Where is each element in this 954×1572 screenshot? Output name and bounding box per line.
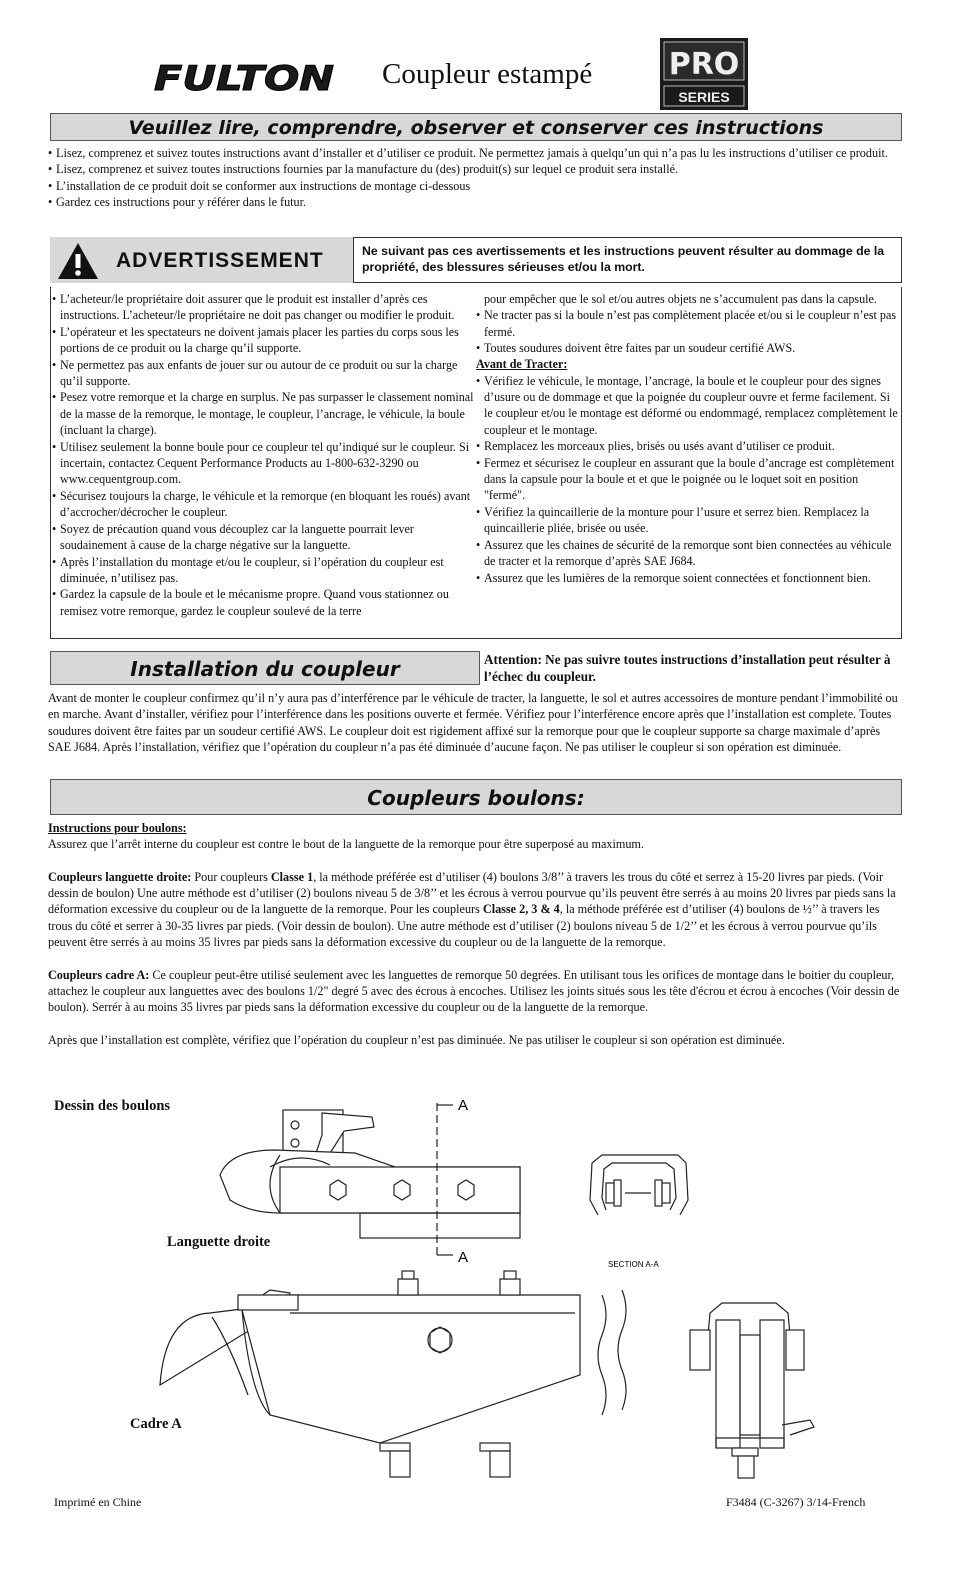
- list-item: • Lisez, comprenez et suivez toutes instructions avant d’installer et d’utiliser ce produit. Ne permettez jamais à quelqu’un qui n’a pas lu les instructions d’utiliser ce produit.: [48, 145, 893, 161]
- straight-text-2: , la méthode préférée est d’utiliser (4) boulons 3/8’’ à travers les trous du côté et serrez à 15-20 livres par pieds. (Voir dessin de boulon) Une autre méthode est d’utiliser (2) boulons niveau 5 de 3/8’’ et les écrous à verrou pourvue qu’ils peuvent être serrés à au moins 20 livres par pieds sans la déformation excessive du coupleur ou de la languette de la remorque. Pour les coupleurs: [48, 869, 896, 917]
- warning-list-right-a: [476, 307, 898, 356]
- drawing-title: Dessin des boulons: [54, 1098, 171, 1114]
- list-item: • Gardez la capsule de la boule et le mécanisme propre. Quand vous stationnez ou remisez votre remorque, gardez le coupleur soulevé de la terre: [52, 586, 478, 619]
- list-item: • Remplacez les morceaux plies, brisés ou usés avant d’utiliser ce produit.: [476, 438, 898, 454]
- intro-list: [48, 145, 893, 211]
- straight-tongue-drawing-label: Languette droite: [167, 1234, 271, 1250]
- section-marker-bottom: A: [458, 1249, 469, 1266]
- footer-code: F3484 (C-3267) 3/14-French: [726, 1495, 866, 1509]
- list-item: • Soyez de précaution quand vous découplez car la languette pourrait lever soudainement à cause de la charge négative sur la languette.: [52, 521, 478, 554]
- attention-note: Attention: Ne pas suivre toutes instructions d’installation peut résulter à l’échec du coupleur.: [484, 652, 891, 684]
- list-item: • Ne permettez pas aux enfants de jouer sur ou autour de ce produit ou sur la charge qu’il supporte.: [52, 357, 478, 390]
- footer-printed: Imprimé en Chine: [54, 1495, 142, 1509]
- list-item: • Assurez que les lumières de la remorque soient connectées et fonctionnent bien.: [476, 570, 898, 586]
- badge-bottom-text: SERIES: [678, 89, 730, 105]
- read-instructions-banner: Veuillez lire, comprendre, observer et conserver ces instructions: [50, 113, 902, 141]
- warning-list-left: [52, 291, 478, 619]
- list-item: • Gardez ces instructions pour y référer dans le futur.: [48, 194, 893, 210]
- straight-tongue-paragraph: [48, 869, 900, 950]
- list-item: • Fermez et sécurisez le coupleur en assurant que la boule d’ancrage est complètement dans la capsule pour la boule et et que le poignée ou le loquet soit en position "fermé".: [476, 455, 898, 504]
- section-marker-top: A: [458, 1097, 469, 1114]
- a-frame-text: Ce coupleur peut-être utilisé seulement avec les languettes de remorque 50 degrées. En utilisant tous les orifices de montage dans le boitier du coupleur, attachez le coupleur aux languettes avec des boulons 1/2" degré 5 avec des écrous à encoches. Utilisez les joints situés sous les tête d'écrou et écrou à encoches (Voir dessin de boulon). Serrér à au moins 35 livres par pieds sans la déformation excessive du coupleur ou de la languette de la remorque.: [48, 967, 900, 1015]
- warning-message: Ne suivant pas ces avertissements et les instructions peuvent résulter au dommage de la propriété, des blessures sérieuses et/ou la mort.: [362, 244, 885, 274]
- a-frame-label: Coupleurs cadre A:: [48, 967, 150, 982]
- straight-tongue-coupler-drawing: [220, 1097, 520, 1266]
- list-item: • Pesez votre remorque et la charge en surplus. Ne pas surpasser le classement nominal de la masse de la remorque, le montage, le coupleur, l’ancrage, le véhicule, la boule (incluant la charge).: [52, 389, 478, 438]
- a-frame-coupler-drawing: [160, 1271, 626, 1477]
- class234-label: Classe 2, 3 & 4: [482, 902, 560, 917]
- bolt-couplers-banner: Coupleurs boulons:: [50, 779, 902, 815]
- list-item: • L’opérateur et les spectateurs ne doivent jamais placer les parties du corps sous les portions de ce produit ou la charge qu’il supporte.: [52, 324, 478, 357]
- class1-label: Classe 1: [270, 869, 314, 884]
- list-item: • Lisez, comprenez et suivez toutes instructions fournies par la manufacture du (des) produit(s) sur lequel ce produit sera installé.: [48, 161, 893, 177]
- warning-triangle-icon: [56, 241, 100, 281]
- bolt-drawing: [150, 1095, 830, 1490]
- warning-list-right: [476, 291, 898, 586]
- straight-text-3: , la méthode préférée est d’utiliser (4) boulons de ½’’ à travers les trous du côté et serrer à 30-35 livres par pieds. (Voir dessin de boulon). Une autre méthode est d’utiliser (2) boulons niveau 5 de 1/2’’ et les écrous à verrou pourvue qu’ils peuvent être serrés à au moins 35 livres par pieds sans la déformation excessive du coupleur ou de la languette de la remorque.: [48, 902, 880, 950]
- list-item: • Ne tracter pas si la boule n’est pas complètement placée et/ou si le coupleur n’est pas fermé.: [476, 307, 898, 340]
- straight-text-1: Pour coupleurs: [191, 869, 271, 884]
- warning-title: ADVERTISSEMENT: [116, 249, 324, 272]
- list-item: • Sécurisez toujours la charge, le véhicule et la remorque (en bloquant les roués) avant d’accrocher/décrocher le coupleur.: [52, 488, 478, 521]
- list-item: • Toutes soudures doivent être faites par un soudeur certifié AWS.: [476, 340, 898, 356]
- installation-banner: Installation du coupleur: [50, 651, 480, 685]
- section-caption: SECTION A-A: [608, 1260, 659, 1269]
- warning-list-right-b: [476, 373, 898, 586]
- installation-paragraph: Avant de monter le coupleur confirmez qu’il n’y aura pas d’interférence par le véhicule de tracter, la languette, le sol et autres accessoires de monture pendant l’immobilité ou en marche. Avant d’installer, vérifiez pour l’interférence dans les positions ouverte et fermée. Vérifiez pour l’interférence encore après que l’installation est complete. Toutes soudures doivent être faites par un soudeur certifié AWS. Le coupleur doit est rigidement affixé sur la remorque pour que le coupleur supporte sa charge maximale d’après SAE J684. Après l’installation, vérifiez que l’opération du coupleur n’a pas été diminuée d’aucune façon. Ne pas utiliser le coupleur si son opération est diminuée.: [48, 691, 898, 754]
- list-item: • Vérifiez le véhicule, le montage, l’ancrage, la boule et le coupleur pour des signes d’usure ou de dommage et que la poignée du coupleur ouvre et ferme facilement. Si le coupleur et/ou le montage est déformé ou endommagé, remplacez complètement le coupleur et le montage.: [476, 373, 898, 439]
- a-frame-paragraph: [48, 967, 900, 1016]
- section-view-top: [590, 1155, 688, 1269]
- list-item: • Vérifiez la quincaillerie de la monture pour l’usure et serrez bien. Remplacez la quincaillerie pliée, brisée ou usée.: [476, 504, 898, 537]
- list-item: • L’acheteur/le propriétaire doit assurer que le produit est installer d’après ces instructions. L’acheteur/le propriétaire ne doit pas changer ou modifier le produit.: [52, 291, 478, 324]
- fulton-logo: [148, 57, 340, 99]
- final-check-paragraph: Après que l’installation est complète, vérifiez que l’opération du coupleur n’est pas diminuée. Ne pas utiliser le coupleur si son opération est diminuée.: [48, 1032, 785, 1047]
- list-item: • Utilisez seulement la bonne boule pour ce coupleur tel qu’indiqué sur le coupleur. Si incertain, contactez Cequent Performance Products au 1-800-632-3290 ou www.cequentgroup.com.: [52, 439, 478, 488]
- list-item: • L’installation de ce produit doit se conformer aux instructions de montage ci-dessous: [48, 178, 893, 194]
- bolt-instructions: [48, 820, 900, 1064]
- list-item: • Après l’installation du montage et/ou le coupleur, si l’opération du coupleur est diminuée, n’utilisez pas.: [52, 554, 478, 587]
- before-towing-heading: Avant de Tracter:: [476, 357, 568, 372]
- bolt-instructions-label: Instructions pour boulons:: [48, 821, 187, 835]
- pro-series-badge: [660, 38, 748, 110]
- continued-text: pour empêcher que le sol et/ou autres objets ne s’accumulent pas dans la capsule.: [484, 292, 877, 306]
- straight-tongue-label: Coupleurs languette droite:: [48, 869, 192, 884]
- page-title: Coupleur estampé: [382, 58, 593, 90]
- bolt-instructions-text: Assurez que l’arrêt interne du coupleur est contre le bout de la languette de la remorque pour être superposé au maximum.: [48, 837, 644, 852]
- fulton-logo-text: FULTON: [154, 59, 334, 99]
- a-frame-drawing-label: Cadre A: [130, 1416, 182, 1432]
- list-item: • Assurez que les chaines de sécurité de la remorque sont bien connectées au véhicule de tracter et la remorque d’après SAE J684.: [476, 537, 898, 570]
- section-view-bottom: [690, 1303, 814, 1478]
- badge-top-text: PRO: [668, 47, 740, 82]
